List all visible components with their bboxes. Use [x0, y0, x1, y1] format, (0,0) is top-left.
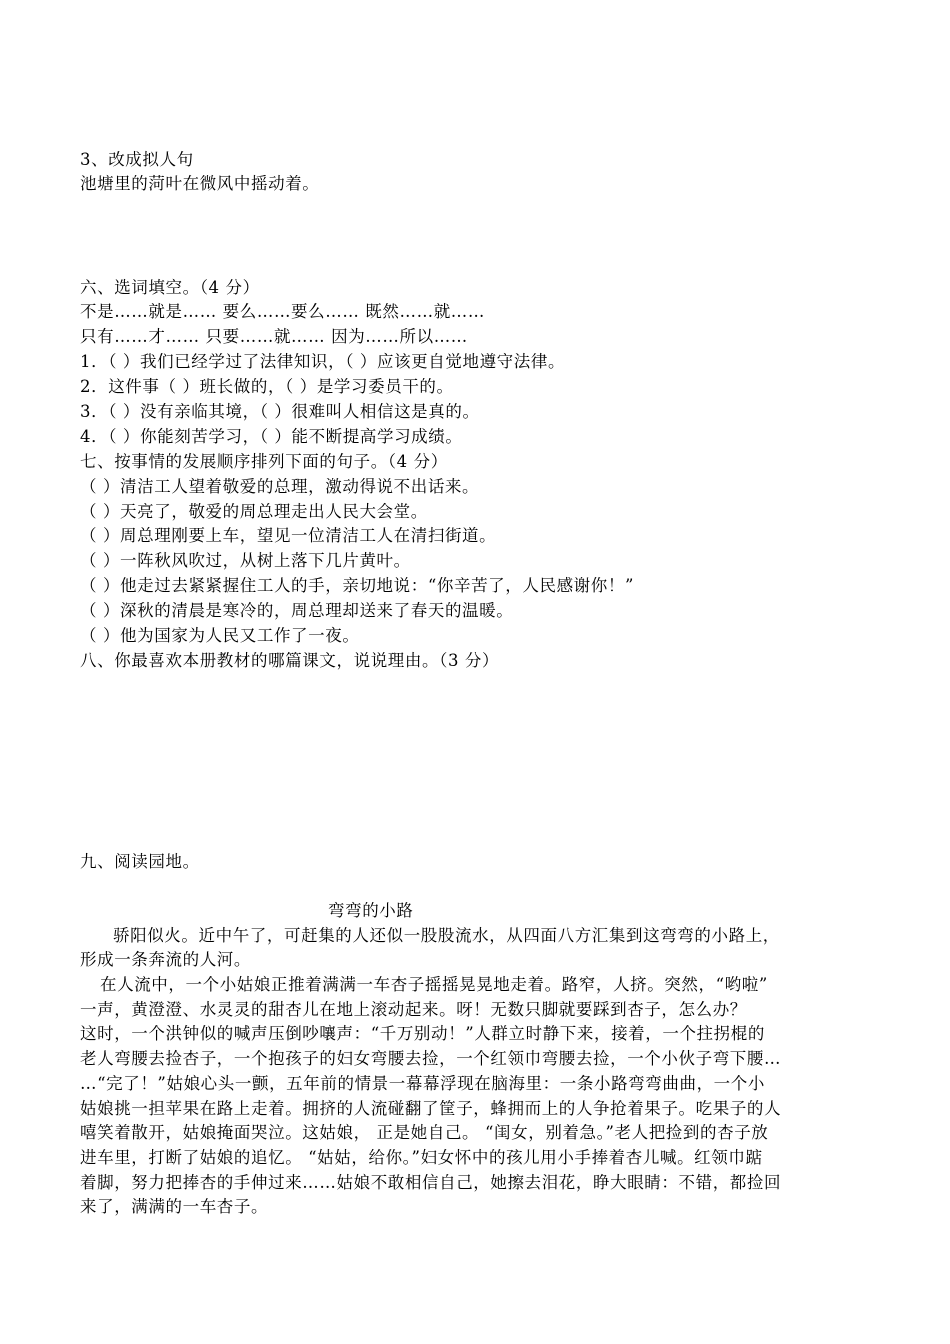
q7-item-6: （ ）深秋的清晨是寒冷的，周总理却送来了春天的温暖。 — [80, 601, 514, 620]
q3-sentence: 池塘里的菏叶在微风中摇动着。 — [80, 174, 320, 193]
q3-heading: 3、改成拟人句 — [80, 150, 194, 169]
q7-item-7: （ ）他为国家为人民又工作了一夜。 — [80, 626, 360, 645]
q7-item-3: （ ）周总理刚要上车，望见一位清洁工人在清扫街道。 — [80, 526, 497, 545]
q7-heading: 七、按事情的发展顺序排列下面的句子。（4 分） — [80, 452, 448, 471]
q9-heading: 九、阅读园地。 — [80, 852, 200, 871]
story-line: 这时，一个洪钟似的喊声压倒吵嚷声：“千万别动！”人群立时静下来，接着，一个拄拐棍的 — [80, 1024, 765, 1043]
q6-heading: 六、选词填空。（4 分） — [80, 278, 260, 297]
q6-options-line-1: 不是……就是…… 要么……要么…… 既然……就…… — [80, 302, 485, 321]
story-line: 一声，黄澄澄、水灵灵的甜杏儿在地上滚动起来。呀！无数只脚就要踩到杏子，怎么办？ — [80, 1000, 747, 1019]
q6-options-line-2: 只有……才…… 只要……就…… 因为……所以…… — [80, 327, 468, 346]
story-line: 进车里，打断了姑娘的追忆。 “姑姑，给你。”妇女怀中的孩儿用小手捧着杏儿喊。红领巾踮 — [80, 1148, 763, 1167]
q6-item-2: 2．这件事（ ）班长做的，（ ）是学习委员干的。 — [80, 377, 454, 396]
q6-item-1: 1．（ ）我们已经学过了法律知识，（ ）应该更自觉地遵守法律。 — [80, 352, 566, 371]
story-line: 来了，满满的一车杏子。 — [80, 1197, 269, 1216]
story-line: 嘻笑着散开，姑娘掩面哭泣。这姑娘， 正是她自己。 “闺女，别着急。”老人把捡到的杏子放 — [80, 1123, 769, 1142]
story-line: 姑娘挑一担苹果在路上走着。拥挤的人流碰翻了筐子，蜂拥而上的人争抢着果子。吃果子的人 — [80, 1099, 782, 1118]
q6-item-3: 3．（ ）没有亲临其境，（ ）很难叫人相信这是真的。 — [80, 402, 480, 421]
story-line: 骄阳似火。近中午了，可赶集的人还似一股股流水，从四面八方汇集到这弯弯的小路上， — [113, 926, 780, 945]
story-line: 在人流中，一个小姑娘正推着满满一车杏子摇摇晃晃地走着。路窄，人挤。突然，“哟啦” — [100, 975, 768, 994]
story-line: …“完了！”姑娘心头一颤，五年前的情景一幕幕浮现在脑海里：一条小路弯弯曲曲，一个小 — [80, 1074, 765, 1093]
story-title: 弯弯的小路 — [328, 901, 414, 920]
story-line: 着脚，努力把捧杏的手伸过来……姑娘不敢相信自己，她擦去泪花，睁大眼睛：不错，都捡回 — [80, 1173, 782, 1192]
q7-item-5: （ ）他走过去紧紧握住工人的手，亲切地说：“你辛苦了，人民感谢你！” — [80, 576, 635, 595]
story-line: 形成一条奔流的人河。 — [80, 950, 251, 969]
q8-heading: 八、你最喜欢本册教材的哪篇课文，说说理由。（3 分） — [80, 651, 500, 670]
q6-item-4: 4．（ ）你能刻苦学习，（ ）能不断提高学习成绩。 — [80, 427, 463, 446]
q7-item-4: （ ）一阵秋风吹过，从树上落下几片黄叶。 — [80, 551, 411, 570]
q7-item-2: （ ）天亮了，敬爱的周总理走出人民大会堂。 — [80, 502, 428, 521]
story-line: 老人弯腰去捡杏子，一个抱孩子的妇女弯腰去捡，一个红领巾弯腰去捡，一个小伙子弯下腰… — [80, 1049, 782, 1068]
q7-item-1: （ ）清洁工人望着敬爱的总理，激动得说不出话来。 — [80, 477, 480, 496]
